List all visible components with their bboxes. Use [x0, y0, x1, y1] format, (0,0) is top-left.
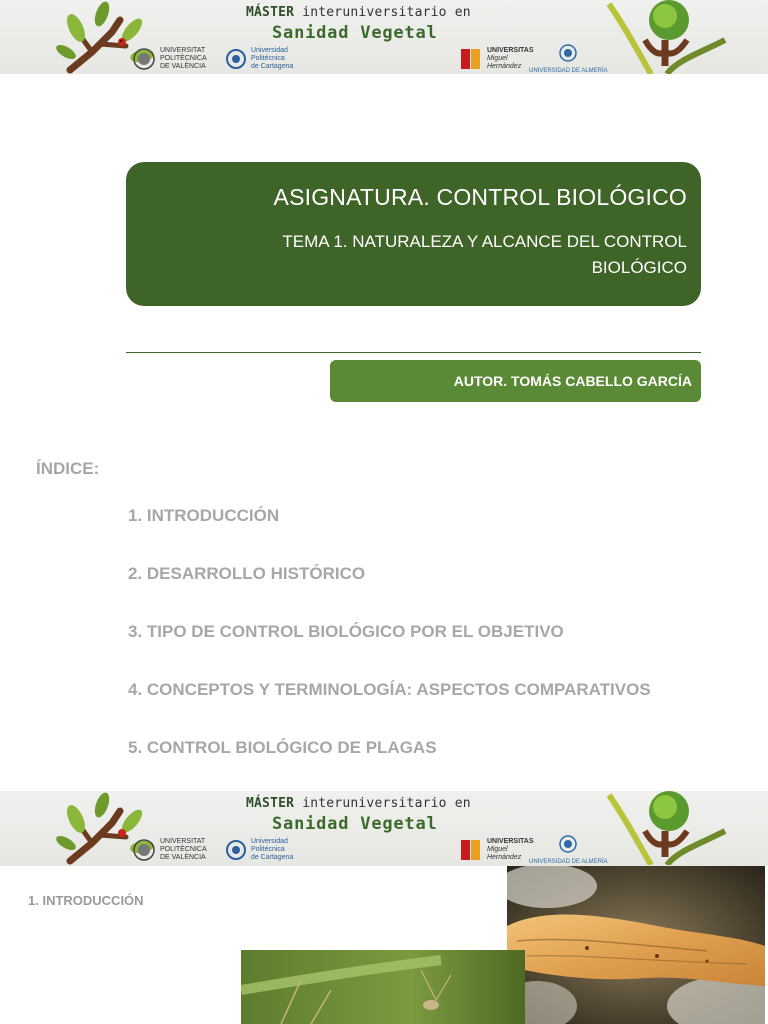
upv-logo: UNIVERSITAT POLITÈCNICA DE VALÈNCIA — [133, 47, 207, 71]
master-title: MÁSTER interuniversitario en — [246, 796, 471, 811]
umh-seal-icon — [460, 838, 482, 862]
ual-logo: UNIVERSIDAD DE ALMERÍA — [529, 44, 608, 74]
index-item: 1. INTRODUCCIÓN — [128, 506, 280, 525]
header-banner — [0, 0, 768, 74]
course-title: ASIGNATURA. CONTROL BIOLÓGICO — [273, 184, 687, 210]
divider — [126, 352, 701, 353]
upct-seal-icon — [226, 840, 246, 860]
ual-seal-icon — [559, 835, 577, 853]
master-title: MÁSTER interuniversitario en — [246, 5, 471, 20]
upct-logo: Universidad Politécnica de Cartagena — [226, 47, 293, 71]
umh-seal-icon — [460, 47, 482, 71]
ual-seal-icon — [559, 44, 577, 62]
aphid-leaf-photo — [241, 950, 525, 1024]
upv-logo: UNIVERSITAT POLITÈCNICA DE VALÈNCIA — [133, 838, 207, 862]
tree-hands-logo-icon — [607, 0, 727, 74]
upct-seal-icon — [226, 49, 246, 69]
index-item: 5. CONTROL BIOLÓGICO DE PLAGAS — [128, 738, 437, 757]
program-name: Sanidad Vegetal — [272, 23, 438, 43]
author-box: AUTOR. TOMÁS CABELLO GARCÍA — [330, 360, 701, 402]
topic-title: TEMA 1. NATURALEZA Y ALCANCE DEL CONTROL BIOLÓGICO — [282, 232, 687, 277]
larva-photo — [507, 866, 765, 1024]
section-title: 1. INTRODUCCIÓN — [28, 893, 144, 908]
umh-logo: UNIVERSITAS Miguel Hernández — [460, 47, 534, 71]
upct-logo: Universidad Politécnica de Cartagena — [226, 838, 293, 862]
index-item: 3. TIPO DE CONTROL BIOLÓGICO POR EL OBJETIVO — [128, 622, 564, 641]
title-box — [126, 162, 701, 306]
upv-seal-icon — [133, 48, 155, 70]
index-item: 4. CONCEPTOS Y TERMINOLOGÍA: ASPECTOS COMPARATIVOS — [128, 680, 651, 699]
program-name: Sanidad Vegetal — [272, 814, 438, 834]
upv-seal-icon — [133, 839, 155, 861]
page2-header-banner — [0, 791, 768, 866]
index-item: 2. DESARROLLO HISTÓRICO — [128, 564, 366, 583]
tree-hands-logo-icon — [607, 791, 727, 865]
ual-logo: UNIVERSIDAD DE ALMERÍA — [529, 835, 608, 866]
index-list — [128, 506, 651, 796]
umh-logo: UNIVERSITAS Miguel Hernández — [460, 838, 534, 862]
index-heading: ÍNDICE: — [36, 459, 100, 478]
